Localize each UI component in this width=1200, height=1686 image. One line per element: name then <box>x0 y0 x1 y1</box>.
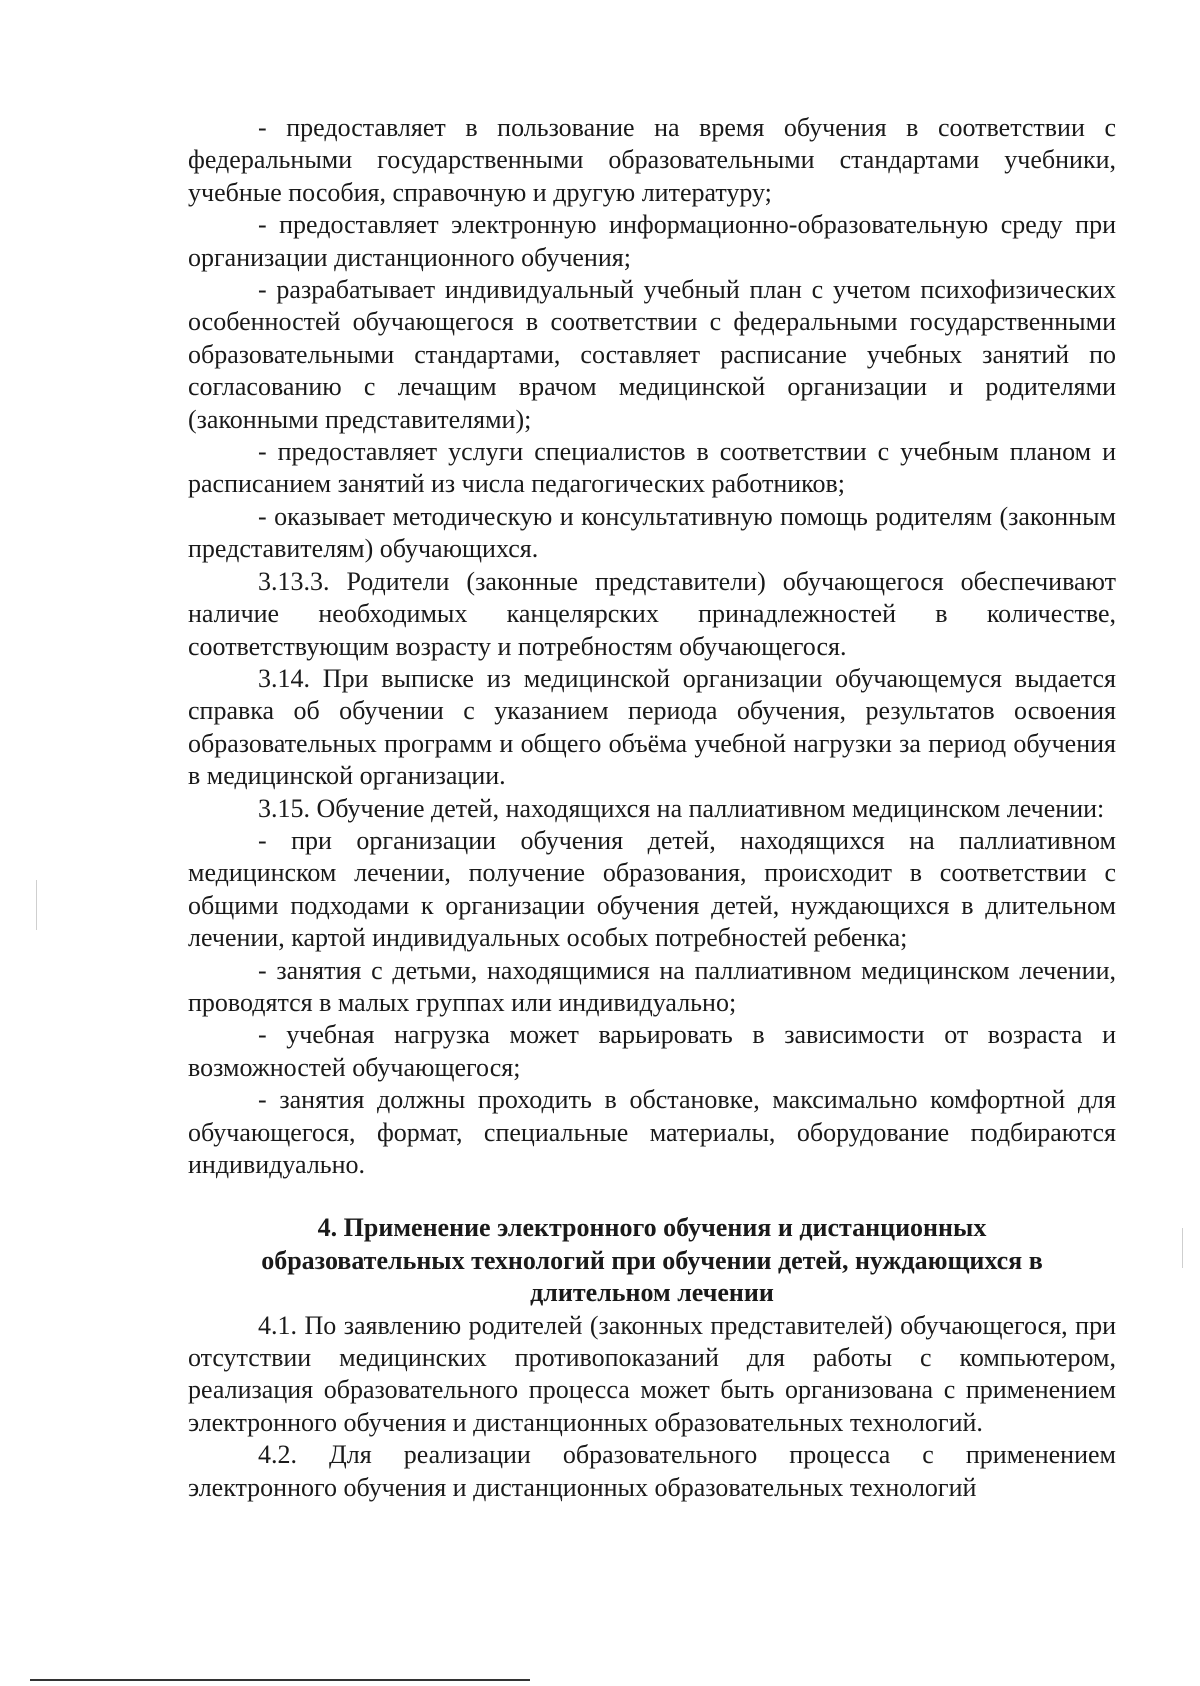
paragraph-4-2: 4.2. Для реализации образовательного процесса с применением электронного обучения и дистанционных образовательных технологий <box>188 1440 1116 1502</box>
scan-artifact-right <box>1182 1228 1183 1268</box>
paragraph-comfortable-environment: - занятия должны проходить в обстановке, максимально комфортной для обучающегося, формат, специальные материалы, оборудование подбираются индивидуально. <box>188 1085 1116 1179</box>
section-4-heading-line-2: образовательных технологий при обучении детей, нуждающихся в <box>261 1245 1043 1275</box>
bottom-edge-rule <box>30 1679 530 1681</box>
section-4-heading-line-1: 4. Применение электронного обучения и дистанционных <box>317 1213 987 1243</box>
paragraph-palliative-small-groups: - занятия с детьми, находящимися на паллиативном медицинском лечении, проводятся в малых группах или индивидуально; <box>188 955 1116 1017</box>
paragraph-provides-textbooks: - предоставляет в пользование на время обучения в соответствии с федеральными государственными образовательными стандартами учебники, учебные пособия, справочную и другую литературу; <box>188 113 1116 207</box>
paragraph-provides-specialists: - предоставляет услуги специалистов в соответствии с учебным планом и расписанием занятий из числа педагогических работников; <box>188 437 1116 499</box>
document-page <box>188 112 1116 1504</box>
section-4-heading <box>188 1212 1116 1309</box>
paragraph-3-15: 3.15. Обучение детей, находящихся на паллиативном медицинском лечении: <box>258 793 1105 823</box>
scan-artifact-left <box>36 880 37 930</box>
paragraph-develops-individual-plan: - разрабатывает индивидуальный учебный план с учетом психофизических особенностей обучающегося в соответствии с федеральными государственными образовательными стандартами, составляет расписание учебных занятий по согласованию с лечащим врачом медицинской организации и родителями (законными представителями); <box>188 275 1116 434</box>
section-4-heading-line-3: длительном лечении <box>530 1278 774 1308</box>
paragraph-3-13-3: 3.13.3. Родители (законные представители) обучающегося обеспечивают наличие необходимых канцелярских принадлежностей в количестве, соответствующим возрасту и потребностям обучающегося. <box>188 566 1116 661</box>
paragraph-methodical-help: - оказывает методическую и консультативную помощь родителям (законным представителям) обучающихся. <box>188 501 1116 564</box>
paragraph-palliative-organization: - при организации обучения детей, находящихся на паллиативном медицинском лечении, получение образования, происходит в соответствии с общими подходами к организации обучения детей, нуждающихся в длительном лечении, картой индивидуальных особых потребностей ребенка; <box>188 825 1116 953</box>
paragraph-provides-electronic-environment: - предоставляет электронную информационно-образовательную среду при организации дистанционного обучения; <box>188 210 1116 272</box>
paragraph-study-load: - учебная нагрузка может варьировать в зависимости от возраста и возможностей обучающегося; <box>188 1020 1116 1082</box>
paragraph-3-14: 3.14. При выписке из медицинской организации обучающемуся выдается справка об обучении с указанием периода обучения, результатов освоения образовательных программ и общего объёма учебной нагрузки за период обучения в медицинской организации. <box>188 663 1116 791</box>
paragraph-4-1: 4.1. По заявлению родителей (законных представителей) обучающегося, при отсутствии медицинских противопоказаний для работы с компьютером, реализация образовательного процесса может быть организована с применением электронного обучения и дистанционных образовательных технологий. <box>188 1310 1116 1437</box>
